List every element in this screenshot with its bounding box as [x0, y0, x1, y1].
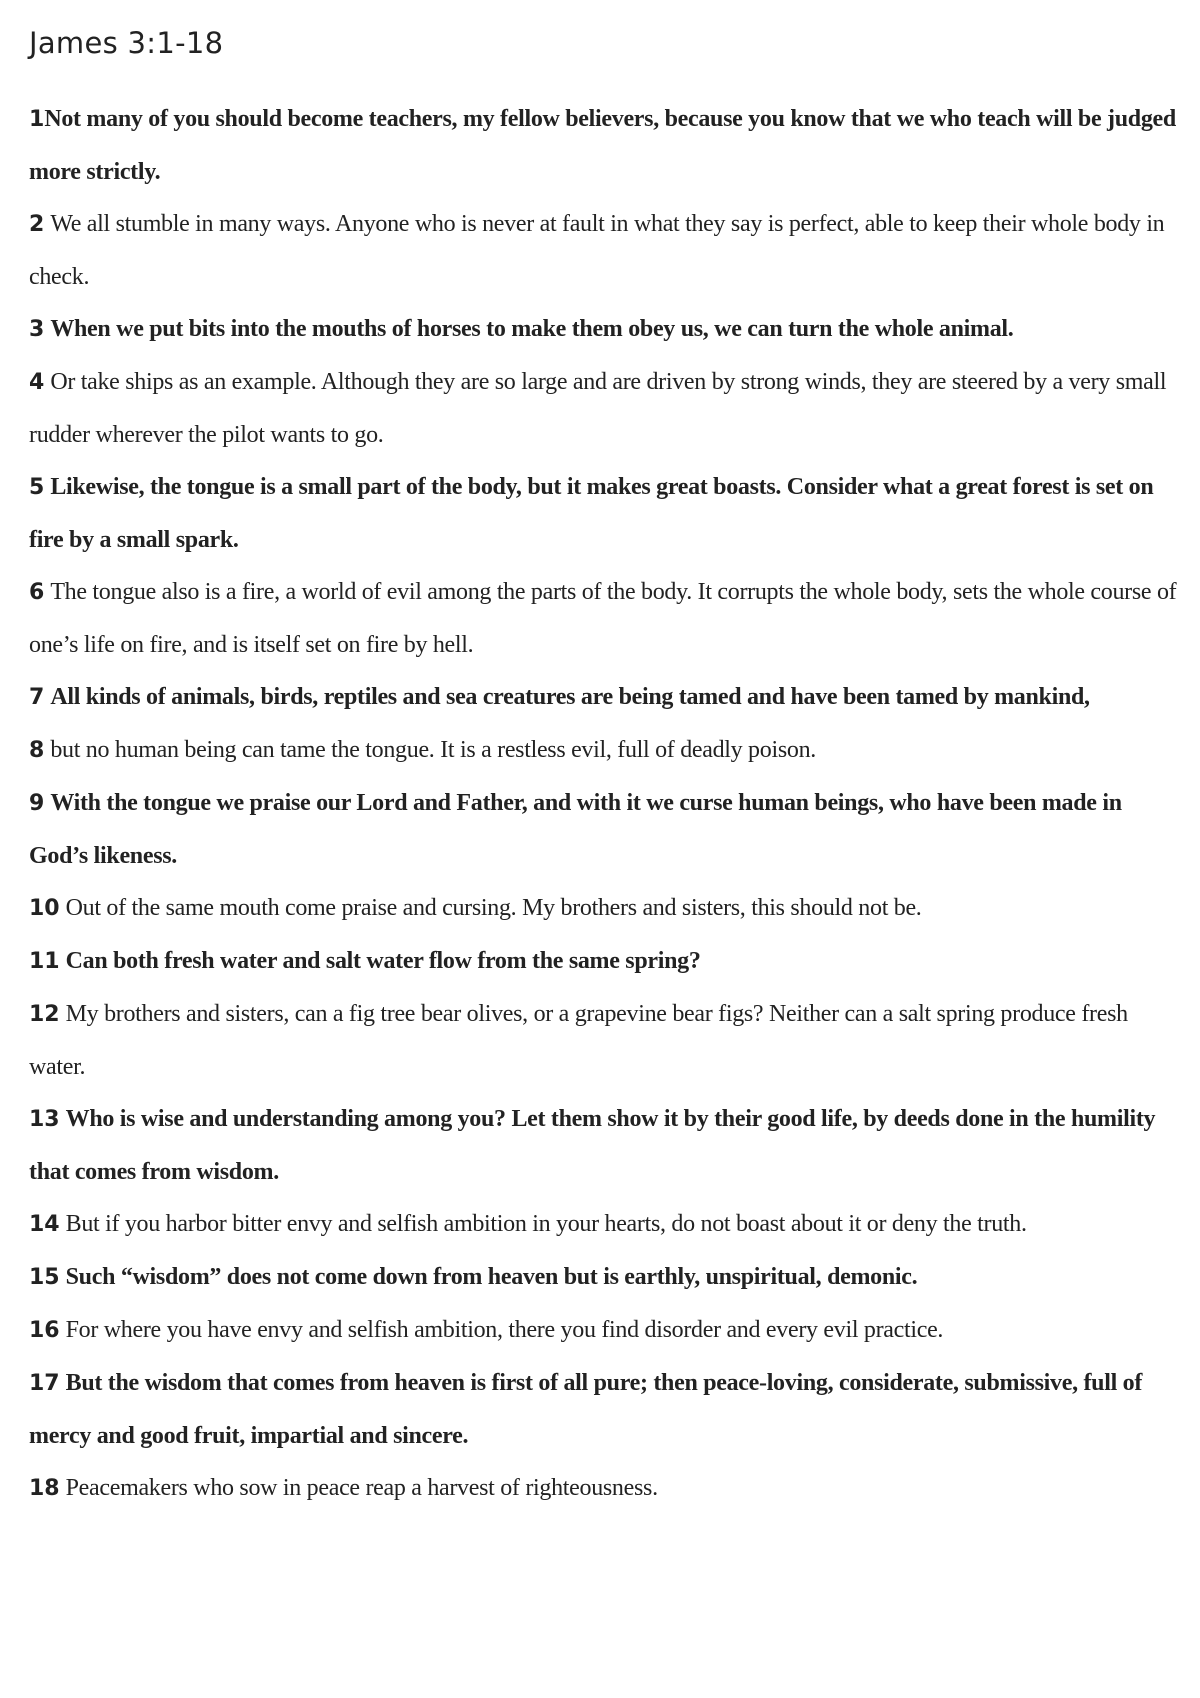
- verse-3: [29, 303, 1179, 356]
- verse-6: [29, 566, 1179, 671]
- document-title: James 3:1-18: [29, 26, 224, 60]
- verse-number: 18: [29, 1476, 60, 1501]
- verse-text: Such “wisdom” does not come down from heaven but is earthly, unspiritual, demonic.: [65, 1264, 918, 1290]
- verse-number: 14: [29, 1212, 60, 1237]
- verse-8: [29, 724, 1179, 777]
- verse-text: But if you harbor bitter envy and selfish ambition in your hearts, do not boast about it or deny the truth.: [65, 1211, 1027, 1237]
- verse-number: 5: [29, 475, 45, 500]
- verse-14: [29, 1198, 1179, 1251]
- verse-9: [29, 777, 1179, 882]
- verse-4: [29, 356, 1179, 461]
- verse-18: [29, 1462, 1179, 1515]
- verse-text: Peacemakers who sow in peace reap a harvest of righteousness.: [65, 1475, 658, 1501]
- verse-text: But the wisdom that comes from heaven is first of all pure; then peace-loving, considerate, submissive, full of mercy and good fruit, impartial and sincere.: [29, 1370, 1143, 1449]
- verse-text: Likewise, the tongue is a small part of the body, but it makes great boasts. Consider what a great forest is set on fire by a small spark.: [29, 474, 1154, 553]
- verse-number: 9: [29, 791, 45, 816]
- verse-2: [29, 198, 1179, 303]
- verse-5: [29, 461, 1179, 566]
- verse-list: [29, 93, 1179, 1515]
- verse-16: [29, 1304, 1179, 1357]
- verse-text: With the tongue we praise our Lord and Father, and with it we curse human beings, who have been made in God’s likeness.: [29, 790, 1122, 869]
- verse-number: 3: [29, 317, 45, 342]
- verse-number: 4: [29, 370, 45, 395]
- verse-number: 16: [29, 1318, 60, 1343]
- verse-text: Who is wise and understanding among you? Let them show it by their good life, by deeds done in the humility that comes from wisdom.: [29, 1106, 1156, 1185]
- verse-1: [29, 93, 1179, 198]
- verse-text: My brothers and sisters, can a fig tree bear olives, or a grapevine bear figs? Neither can a salt spring produce fresh water.: [29, 1001, 1128, 1080]
- verse-text: We all stumble in many ways. Anyone who is never at fault in what they say is perfect, able to keep their whole body in check.: [29, 211, 1165, 290]
- verse-15: [29, 1251, 1179, 1304]
- verse-11: [29, 935, 1179, 988]
- verse-text: but no human being can tame the tongue. It is a restless evil, full of deadly poison.: [50, 737, 816, 763]
- verse-text: The tongue also is a fire, a world of evil among the parts of the body. It corrupts the whole body, sets the whole course of one’s life on fire, and is itself set on fire by hell.: [29, 579, 1177, 658]
- verse-number: 10: [29, 896, 60, 921]
- verse-10: [29, 882, 1179, 935]
- verse-number: 2: [29, 212, 45, 237]
- verse-number: 1: [29, 107, 45, 132]
- verse-number: 8: [29, 738, 45, 763]
- verse-number: 6: [29, 580, 45, 605]
- verse-text: When we put bits into the mouths of horses to make them obey us, we can turn the whole animal.: [50, 316, 1014, 342]
- verse-number: 7: [29, 685, 45, 710]
- verse-17: [29, 1357, 1179, 1462]
- verse-number: 17: [29, 1371, 60, 1396]
- verse-number: 12: [29, 1002, 60, 1027]
- verse-text: All kinds of animals, birds, reptiles and sea creatures are being tamed and have been tamed by mankind,: [50, 684, 1090, 710]
- verse-13: [29, 1093, 1179, 1198]
- verse-text: Can both fresh water and salt water flow from the same spring?: [65, 948, 701, 974]
- verse-12: [29, 988, 1179, 1093]
- verse-text: For where you have envy and selfish ambition, there you find disorder and every evil practice.: [65, 1317, 944, 1343]
- verse-text: Or take ships as an example. Although they are so large and are driven by strong winds, they are steered by a very small rudder wherever the pilot wants to go.: [29, 369, 1167, 448]
- verse-number: 13: [29, 1107, 60, 1132]
- verse-text: Not many of you should become teachers, my fellow believers, because you know that we who teach will be judged more strictly.: [29, 106, 1176, 185]
- verse-text: Out of the same mouth come praise and cursing. My brothers and sisters, this should not be.: [65, 895, 922, 921]
- verse-number: 11: [29, 949, 60, 974]
- verse-number: 15: [29, 1265, 60, 1290]
- verse-7: [29, 671, 1179, 724]
